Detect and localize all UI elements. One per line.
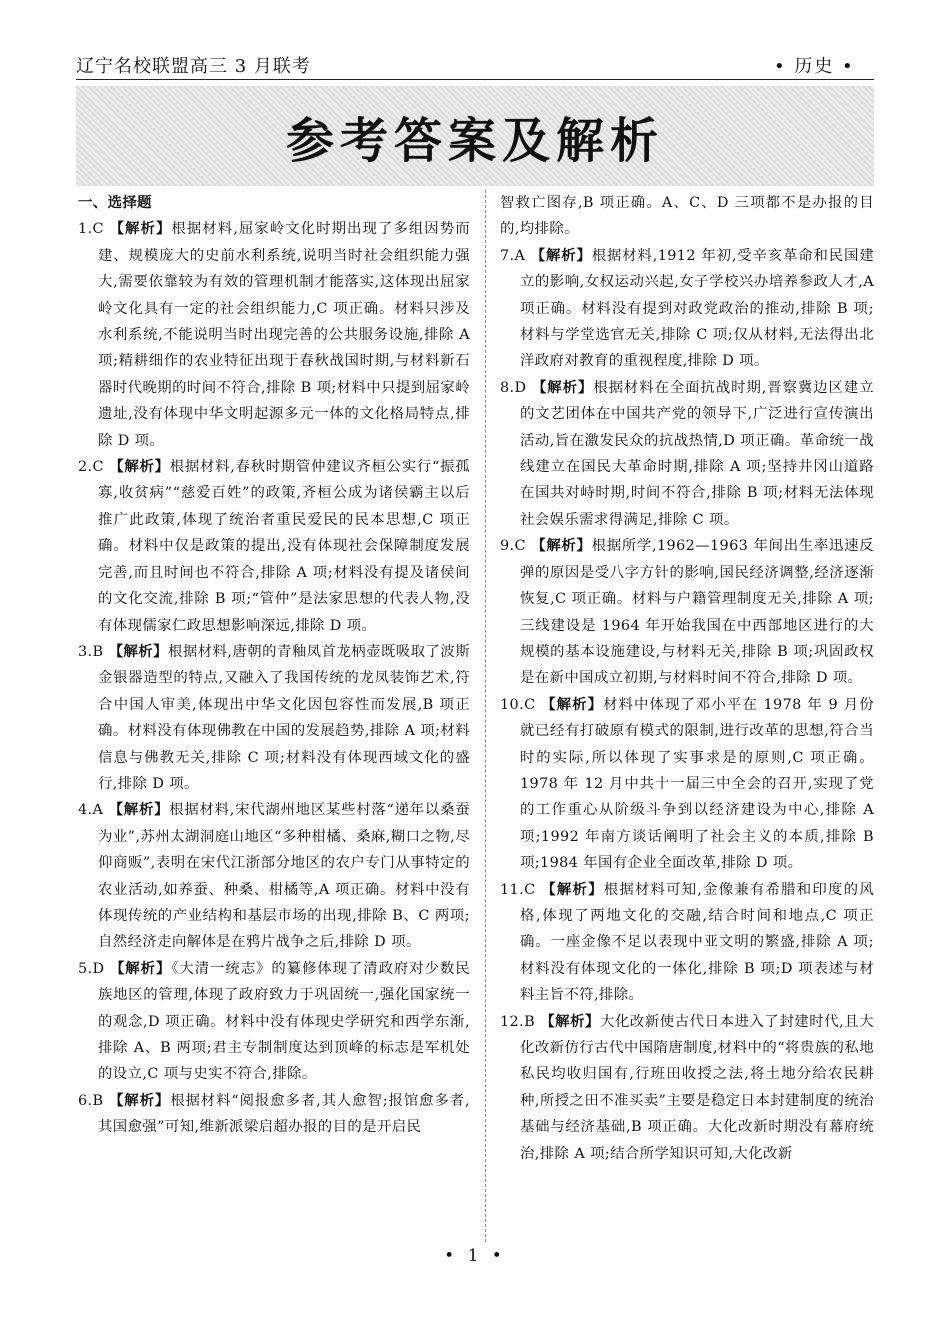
column-divider: [485, 190, 486, 1242]
answer-number: 8.D: [500, 379, 527, 396]
answer-continuation: 智救亡图存,B 项正确。A、C、D 三项都不是办报的目的,均排除。: [500, 195, 874, 238]
header-rule: [76, 79, 874, 80]
answer-item: [500, 1009, 874, 1167]
answer-text: 根据材料“阅报愈多者,其人愈智;报馆愈多者,其国愈强”可知,维新派梁启超办报的目的是开启民: [98, 1092, 470, 1136]
answer-text: 根据材料,宋代湖州地区某些村落“递年以桑蚕为业”,苏州太湖洞庭山地区“多种柑橘、桑麻,糊口之物,尽仰商贩”,表明在宋代江浙部分地区的农户专门从事特定的农业活动,如养蚕、种桑、柑橘等,A 项正确。材料中没有体现传统的产业结构和基层市场的出现,排除 B、C 两项;自然经济走向解体是在鸦片战争之后,排除 D 项。: [98, 802, 470, 951]
answer-number: 1.C: [78, 221, 104, 238]
analysis-tag: 【解析】: [108, 643, 168, 660]
answer-item: [500, 375, 874, 533]
answer-item: [500, 692, 874, 877]
title-banner: [76, 86, 874, 186]
answer-text: 根据材料,1912 年初,受辛亥革命和民国建立的影响,女权运动兴起,女子学校兴办培养参政人才,A 项正确。材料没有提到对政党政治的推动,排除 B 项;材料与学堂选官无关,排除 C 项;仅从材料,无法得出北洋政府对教育的重视程度,排除 D 项。: [520, 247, 874, 370]
answer-text: 根据材料,唐朝的青釉凤首龙柄壶既吸取了波斯金银器造型的特点,又融入了我国传统的龙凤装饰艺术,符合中国人审美,体现出中华文化因包容性而发展,B 项正确。材料没有体现佛教在中国的发展趋势,排除 A 项;材料信息与佛教无关,排除 C 项;材料没有体现西域文化的盛行,排除 D 项。: [98, 643, 470, 792]
right-column: [500, 190, 874, 1167]
answer-item: [78, 454, 470, 639]
answer-item: [500, 533, 874, 691]
answer-number: 11.C: [500, 881, 536, 898]
analysis-tag: 【解析】: [109, 221, 172, 238]
answer-number: 7.A: [500, 247, 526, 264]
analysis-tag: 【解析】: [541, 881, 604, 898]
answer-number: 10.C: [500, 696, 536, 713]
answer-item: [500, 877, 874, 1009]
answer-text: 根据材料在全面抗战时期,晋察冀边区建立的文艺团体在中国共产党的领导下,广泛进行宣传演出活动,旨在激发民众的抗战热情,D 项正确。革命统一战线建立在国民大革命时期,排除 A 项;坚持井冈山道路在国共对峙时期,时间不符合,排除 B 项;材料无法体现社会娱乐需求得满足,排除 C 项。: [520, 379, 874, 528]
header-subject: • 历史 •: [774, 56, 855, 77]
answer-text: 大化改新使古代日本进入了封建时代,且大化改新仿行古代中国隋唐制度,材料中的“将贵族的私地私民均收归国有,行班田收授之法,将土地分给农民耕种,所授之田不准买卖”主要是稳定日本封建制度的统治基础与经济基础,B 项正确。大化改新时期没有幕府统治,排除 A 项;结合所学知识可知,大化改新: [520, 1013, 874, 1162]
analysis-tag: 【解析】: [109, 459, 170, 476]
answer-item: [78, 639, 470, 797]
left-answer-list: [78, 216, 470, 1140]
page-number: • 1 •: [444, 1246, 506, 1266]
answer-item: [78, 797, 470, 955]
page-title: 参考答案及解析: [285, 113, 664, 169]
section-title: 一、选择题: [78, 195, 152, 211]
answer-text: 材料中体现了邓小平在 1978 年 9 月份就已经有打破原有模式的限制,进行改革的思想,符合当时的实际,所以体现了实事求是的原则,C 项正确。1978 年 12 月中共十一届三中全会的召开,实现了党的工作重心从阶级斗争到以经济建设为中心,排除 A 项;1992 年南方谈话阐明了社会主义的本质,排除 B 项;1984 年国有企业全面改革,排除 D 项。: [520, 696, 874, 872]
answer-number: 3.B: [78, 643, 104, 660]
answer-item: [500, 243, 874, 375]
answer-item: [78, 216, 470, 454]
analysis-tag: 【解析】: [109, 960, 172, 977]
answer-text: 根据所学,1962—1963 年间出生率迅速反弹的原因是受八字方针的影响,国民经济调整,经济逐渐恢复,C 项正确。材料与户籍管理制度无关,排除 A 项;三线建设是 1964 年开始我国在中西部地区进行的大规模的基本设施建设,与材料无关,排除 B 项;巩固政权是在新中国成立初期,与材料时间不符合,排除 D 项。: [520, 538, 874, 687]
analysis-tag: 【解析】: [531, 379, 594, 396]
answer-text: 根据材料可知,金像兼有希腊和印度的风格,体现了两地文化的交融,结合时间和地点,C 项正确。一座金像不足以表现中亚文明的繁盛,排除 A 项;材料没有体现文化的一体化,排除 B 项;D 项表述与材料主旨不符,排除。: [520, 881, 874, 1004]
answer-number: 6.B: [78, 1092, 104, 1109]
answer-text: 《大清一统志》的纂修体现了清政府对少数民族地区的管理,体现了政府致力于巩固统一,强化国家统一的观念,D 项正确。材料中没有体现史学研究和西学东渐,排除 A、B 两项;君主专制制度达到顶峰的标志是军机处的设立,C 项与史实不符合,排除。: [98, 960, 470, 1083]
right-answer-list: [500, 243, 874, 1167]
answer-number: 4.A: [78, 802, 104, 819]
answer-number: 2.C: [78, 459, 104, 476]
analysis-tag: 【解析】: [108, 802, 170, 819]
analysis-tag: 【解析】: [540, 1013, 600, 1030]
analysis-tag: 【解析】: [109, 1092, 171, 1109]
answer-text: 根据材料,春秋时期管仲建议齐桓公实行“振孤寡,收贫病”“慈爱百姓”的政策,齐桓公成为诸侯霸主以后推广此政策,体现了统治者重民爱民的民本思想,C 项正确。材料中仅是政策的提出,没有体现社会保障制度发展完善,而且时间也不符合,排除 A 项;材料没有提及诸侯间的文化交流,排除 B 项;“管仲”是法家思想的代表人物,没有体现儒家仁政思想影响深远,排除 D 项。: [98, 459, 470, 634]
answer-text: 根据材料,屈家岭文化时期出现了多组因势而建、规模庞大的史前水利系统,说明当时社会组织能力强大,需要依靠较为有效的管理机制才能落实,这体现出屈家岭文化具有一定的社会组织能力,C 项正确。材料只涉及水利系统,不能说明当时出现完善的公共服务设施,排除 A 项;精耕细作的农业特征出现于春秋战国时期,与材料新石器时代晚期的时间不符合,排除 B 项;材料中只提到屈家岭遗址,没有体现中华文明起源多元一体的文化格局特点,排除 D 项。: [98, 221, 470, 449]
header-exam-title: 辽宁名校联盟高三 3 月联考: [76, 56, 311, 77]
answer-item: [78, 956, 470, 1088]
answer-number: 12.B: [500, 1013, 536, 1030]
answer-item: [78, 1088, 470, 1141]
answer-number: 9.C: [500, 538, 526, 555]
analysis-tag: 【解析】: [531, 538, 592, 555]
analysis-tag: 【解析】: [530, 247, 592, 264]
analysis-tag: 【解析】: [541, 696, 604, 713]
answer-number: 5.D: [78, 960, 105, 977]
left-column: [78, 190, 470, 1141]
